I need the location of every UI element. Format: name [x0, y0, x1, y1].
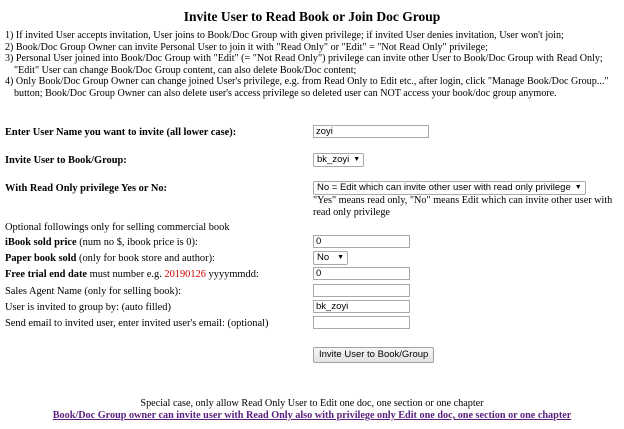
trial-date-label-rest: yyyymmdd: — [205, 269, 259, 280]
group-select-value: bk_zoyi — [317, 154, 350, 165]
optional-header: Optional followings only for selling commercial book — [5, 222, 230, 233]
edit-privilege-link[interactable]: Book/Doc Group owner can invite user with Read Only also with privilege only Edit one doc, one section or one chapter — [52, 410, 572, 421]
ibook-price-label-bold: iBook sold price — [5, 237, 77, 248]
trial-date-label — [5, 269, 259, 280]
invite-submit-button[interactable]: Invite User to Book/Group — [313, 347, 434, 363]
ibook-price-label-rest: (num no $, ibook price is 0): — [76, 237, 198, 248]
chevron-down-icon: ▼ — [353, 156, 361, 163]
rule-3: 3) Personal User joined into Book/Doc Group with "Edit" (= "Not Read Only") privilege can invite other User to Book/Doc Group with Read Only; — [5, 53, 603, 65]
readonly-select-value: No = Edit which can invite other user with read only privilege — [317, 182, 571, 193]
chevron-down-icon: ▼ — [574, 184, 582, 191]
sales-agent-label: Sales Agent Name (only for selling book): — [5, 286, 182, 297]
trial-date-label-mid: must number e.g. — [87, 269, 165, 280]
paper-book-select-value: No — [317, 252, 330, 263]
email-label: Send email to invited user, enter invited user's email: (optional) — [5, 318, 269, 329]
paper-book-label-bold: Paper book sold — [5, 253, 77, 264]
special-case-text: Special case, only allow Read Only User to Edit one doc, one section or one chapter — [140, 398, 484, 409]
rule-4: 4) Only Book/Doc Group Owner can change joined User's privilege, e.g. from Read Only to Edit etc., after login, click "Manage Book/Doc Group..." — [5, 76, 609, 88]
readonly-note: "Yes" means read only, "No" means Edit which can invite other user with read only privilege — [313, 195, 613, 218]
rules-list — [5, 30, 619, 100]
ibook-price-input[interactable]: 0 — [313, 235, 410, 248]
ibook-price-label — [5, 237, 198, 248]
paper-book-select[interactable] — [313, 251, 348, 265]
username-input[interactable]: zoyi — [313, 125, 429, 138]
paper-book-label — [5, 253, 215, 264]
invited-by-label: User is invited to group by: (auto filled) — [5, 302, 171, 313]
rule-3-continued: "Edit" User can change Book/Doc Group content, can also delete Book/Doc content; — [14, 64, 357, 76]
rule-1: 1) If invited User accepts invitation, User joins to Book/Doc Group with given privilege; if invited User denies invitation, User won't join; — [5, 30, 564, 41]
paper-book-label-rest: (only for book store and author): — [76, 253, 215, 264]
invited-by-input[interactable]: bk_zoyi — [313, 300, 410, 313]
group-select[interactable] — [313, 153, 364, 167]
chevron-down-icon: ▼ — [337, 254, 345, 261]
rule-4-continued: button; Book/Doc Group Owner can also delete user's access privilege so deleted user can NOT access your book/doc group anymore. — [14, 87, 557, 99]
trial-date-input[interactable]: 0 — [313, 267, 410, 280]
trial-date-label-bold: Free trial end date — [5, 269, 88, 280]
trial-date-example: 20190126 — [164, 269, 206, 280]
email-input[interactable] — [313, 316, 410, 329]
page-title: Invite User to Read Book or Join Doc Group — [183, 9, 441, 24]
username-label: Enter User Name you want to invite (all lower case): — [5, 127, 237, 138]
readonly-label: With Read Only privilege Yes or No: — [5, 183, 168, 194]
readonly-select[interactable] — [313, 181, 586, 195]
sales-agent-input[interactable] — [313, 284, 410, 297]
group-label: Invite User to Book/Group: — [5, 155, 127, 166]
rule-2: 2) Book/Doc Group Owner can invite Personal User to join it with "Read Only" or "Edit" = "Not Read Only" privilege; — [5, 41, 488, 53]
